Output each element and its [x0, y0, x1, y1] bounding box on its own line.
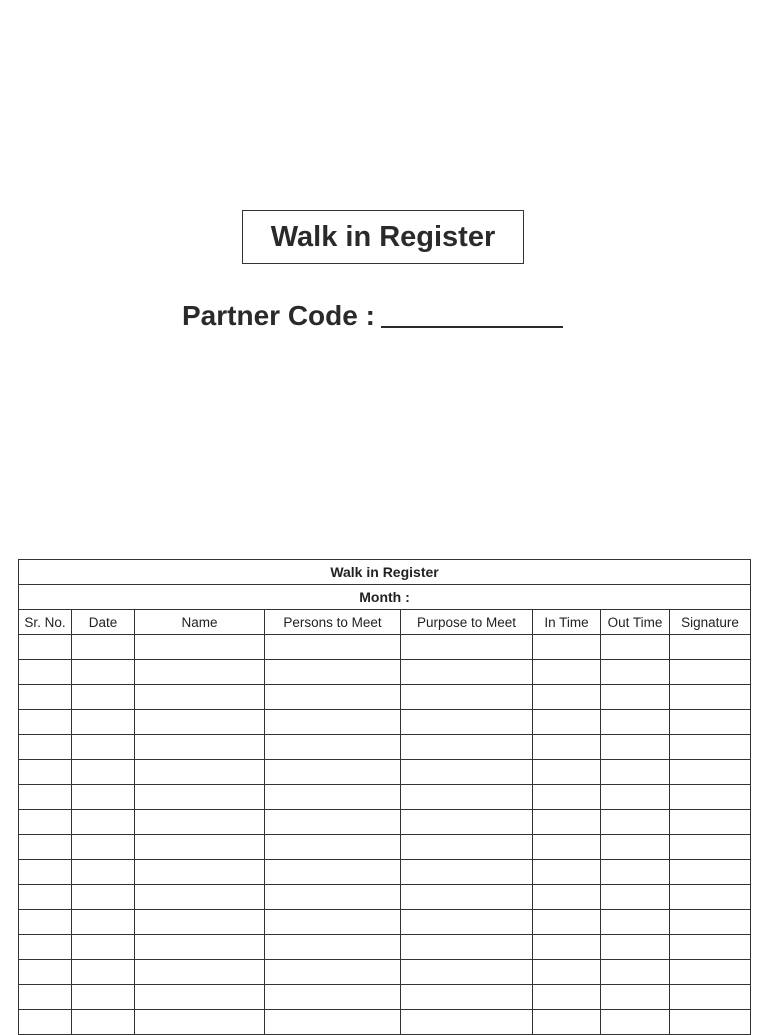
table-cell [135, 685, 265, 710]
table-cell [670, 810, 751, 835]
column-header-sr-no: Sr. No. [19, 610, 72, 635]
table-cell [265, 1010, 401, 1035]
table-cell [533, 885, 601, 910]
table-row [19, 885, 751, 910]
table-cell [401, 1010, 533, 1035]
table-cell [19, 735, 72, 760]
table-cell [401, 660, 533, 685]
table-cell [533, 635, 601, 660]
table-cell [601, 635, 670, 660]
table-cell [72, 635, 135, 660]
table-cell [670, 935, 751, 960]
table-row [19, 1010, 751, 1035]
table-cell [670, 735, 751, 760]
table-cell [401, 910, 533, 935]
month-label: Month : [19, 585, 751, 610]
table-row [19, 735, 751, 760]
table-cell [135, 935, 265, 960]
table-cell [533, 935, 601, 960]
table-cell [72, 885, 135, 910]
table-row [19, 635, 751, 660]
table-cell [135, 710, 265, 735]
table-row [19, 835, 751, 860]
table-cell [19, 885, 72, 910]
table-cell [401, 785, 533, 810]
register-title: Walk in Register [242, 210, 524, 264]
table-cell [19, 835, 72, 860]
table-cell [72, 985, 135, 1010]
table-cell [601, 810, 670, 835]
table-cell [19, 960, 72, 985]
table-cell [601, 735, 670, 760]
table-cell [135, 885, 265, 910]
table-cell [533, 760, 601, 785]
table-cell [533, 835, 601, 860]
table-cell [265, 710, 401, 735]
table-cell [533, 785, 601, 810]
table-row [19, 785, 751, 810]
table-cell [670, 960, 751, 985]
table-cell [19, 1010, 72, 1035]
table-cell [265, 810, 401, 835]
table-cell [135, 660, 265, 685]
table-row [19, 860, 751, 885]
table-cell [265, 860, 401, 885]
table-cell [19, 710, 72, 735]
table-cell [135, 785, 265, 810]
table-cell [265, 785, 401, 810]
table-cell [533, 685, 601, 710]
table-cell [533, 910, 601, 935]
column-header-in-time: In Time [533, 610, 601, 635]
table-cell [401, 735, 533, 760]
table-cell [135, 985, 265, 1010]
table-cell [401, 985, 533, 1010]
table-cell [601, 860, 670, 885]
table-cell [401, 835, 533, 860]
table-cell [401, 860, 533, 885]
table-cell [401, 935, 533, 960]
table-cell [265, 635, 401, 660]
table-cell [401, 960, 533, 985]
table-cell [533, 710, 601, 735]
table-cell [135, 910, 265, 935]
table-cell [72, 860, 135, 885]
table-cell [19, 785, 72, 810]
table-row [19, 935, 751, 960]
table-row [19, 660, 751, 685]
table-cell [135, 835, 265, 860]
column-header-signature: Signature [670, 610, 751, 635]
table-cell [670, 760, 751, 785]
table-title: Walk in Register [19, 560, 751, 585]
table-cell [265, 685, 401, 710]
table-cell [401, 635, 533, 660]
table-row [19, 910, 751, 935]
table-cell [670, 835, 751, 860]
table-cell [265, 935, 401, 960]
partner-code-label: Partner Code : [182, 300, 375, 331]
table-row [19, 760, 751, 785]
table-cell [670, 1010, 751, 1035]
table-cell [670, 885, 751, 910]
table-cell [72, 810, 135, 835]
table-cell [135, 810, 265, 835]
table-cell [401, 885, 533, 910]
table-cell [72, 685, 135, 710]
table-cell [265, 885, 401, 910]
table-cell [670, 785, 751, 810]
table-cell [19, 810, 72, 835]
table-cell [401, 710, 533, 735]
table-cell [265, 960, 401, 985]
table-cell [72, 910, 135, 935]
table-cell [135, 1010, 265, 1035]
table-cell [670, 910, 751, 935]
table-cell [72, 960, 135, 985]
table-cell [265, 735, 401, 760]
table-cell [601, 910, 670, 935]
table-cell [265, 910, 401, 935]
table-cell [533, 660, 601, 685]
table-cell [19, 660, 72, 685]
table-cell [533, 860, 601, 885]
table-cell [401, 760, 533, 785]
table-cell [19, 860, 72, 885]
table-cell [670, 860, 751, 885]
table-cell [533, 960, 601, 985]
walk-in-register-table [18, 559, 751, 1035]
table-cell [19, 935, 72, 960]
table-cell [601, 710, 670, 735]
table-cell [19, 685, 72, 710]
column-header-date: Date [72, 610, 135, 635]
table-cell [601, 960, 670, 985]
table-row [19, 985, 751, 1010]
table-cell [72, 760, 135, 785]
table-cell [135, 960, 265, 985]
table-cell [601, 785, 670, 810]
table-cell [135, 860, 265, 885]
table-row [19, 685, 751, 710]
column-header-name: Name [135, 610, 265, 635]
table-cell [265, 660, 401, 685]
table-cell [670, 685, 751, 710]
table-cell [135, 635, 265, 660]
table-cell [601, 760, 670, 785]
table-cell [670, 985, 751, 1010]
table-row [19, 810, 751, 835]
table-cell [533, 985, 601, 1010]
table-cell [601, 1010, 670, 1035]
table-cell [533, 735, 601, 760]
table-cell [401, 685, 533, 710]
table-cell [19, 985, 72, 1010]
table-cell [72, 660, 135, 685]
table-cell [19, 635, 72, 660]
table-cell [533, 1010, 601, 1035]
table-cell [401, 810, 533, 835]
partner-code-row [182, 292, 563, 332]
table-cell [72, 835, 135, 860]
table-cell [72, 935, 135, 960]
table-cell [670, 710, 751, 735]
table-cell [135, 735, 265, 760]
table-cell [601, 935, 670, 960]
table-cell [72, 735, 135, 760]
table-cell [601, 685, 670, 710]
table-cell [670, 660, 751, 685]
table-cell [601, 835, 670, 860]
table-cell [19, 910, 72, 935]
table-header-row [19, 610, 751, 635]
table-cell [601, 660, 670, 685]
column-header-persons-to-meet: Persons to Meet [265, 610, 401, 635]
table-cell [533, 810, 601, 835]
column-header-out-time: Out Time [601, 610, 670, 635]
table-cell [265, 760, 401, 785]
table-row [19, 960, 751, 985]
table-cell [72, 710, 135, 735]
table-cell [72, 785, 135, 810]
table-cell [601, 985, 670, 1010]
table-cell [265, 835, 401, 860]
table-row [19, 710, 751, 735]
table-cell [19, 760, 72, 785]
table-cell [72, 1010, 135, 1035]
table-cell [135, 760, 265, 785]
table-cell [601, 885, 670, 910]
column-header-purpose-to-meet: Purpose to Meet [401, 610, 533, 635]
partner-code-blank-line [381, 325, 563, 328]
table-cell [670, 635, 751, 660]
table-cell [265, 985, 401, 1010]
